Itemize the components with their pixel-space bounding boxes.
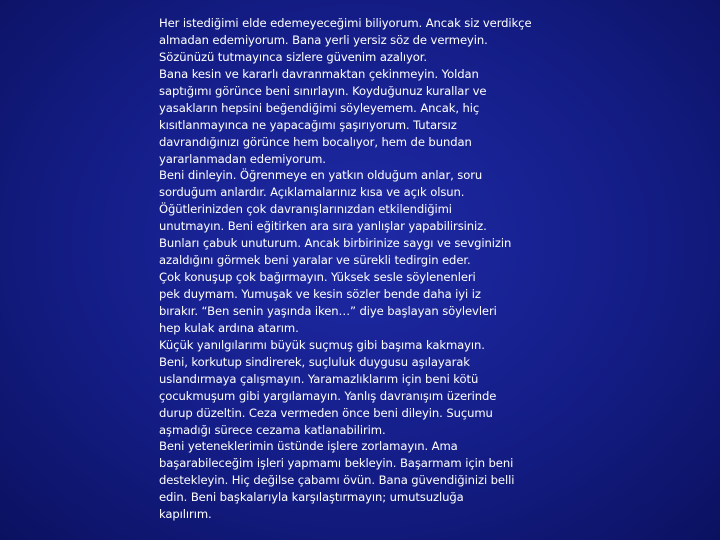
text-line: Beni, korkutup sindirerek, suçluluk duygusu aşılayarak: [159, 354, 470, 369]
text-line: Her istediğimi elde edemeyeceğimi biliyorum. Ancak siz verdikçe: [159, 16, 532, 30]
text-line: Beni dinleyin. Öğrenmeye en yatkın olduğum anlar, soru: [159, 168, 483, 183]
text-line: unutmayın. Beni eğitirken ara sıra yanlışlar yapabilirsiniz.: [159, 219, 487, 234]
text-line: durup düzeltin. Ceza vermeden önce beni dileyin. Suçumu: [159, 405, 493, 420]
text-line: destekleyin. Hiç değilse çabamı övün. Bana güvendiğinizi belli: [159, 473, 515, 488]
text-line: Bana kesin ve kararlı davranmaktan çekinmeyin. Yoldan: [159, 66, 479, 81]
text-line: başarabileceğim işleri yapmamı bekleyin. Başarmam için beni: [159, 456, 514, 471]
text-line: Küçük yanılgılarımı büyük suçmuş gibi başıma kakmayın.: [159, 337, 485, 352]
text-line: çocukmuşum gibi yargılamayın. Yanlış davranışım üzerinde: [159, 388, 497, 403]
text-line: yararlanmadan edemiyorum.: [159, 151, 326, 166]
text-line: Beni yeteneklerimin üstünde işlere zorlamayın. Ama: [159, 439, 458, 454]
text-line: almadan edemiyorum. Bana yerli yersiz söz de vermeyin.: [159, 32, 488, 47]
text-line: Bunları çabuk unuturum. Ancak birbirinize saygı ve sevginizin: [159, 236, 512, 251]
text-line: bırakır. “Ben senin yaşında iken…” diye başlayan söylevleri: [159, 303, 497, 318]
text-line: aşmadığı sürece cezama katlanabilirim.: [159, 422, 386, 437]
text-line: kapılırım.: [159, 507, 212, 522]
text-line: uslandırmaya çalışmayın. Yaramazlıklarım için beni kötü: [159, 371, 479, 386]
text-line: sorduğum anlardır. Açıklamalarınız kısa ve açık olsun.: [159, 185, 465, 200]
text-line: saptığımı görünce beni sınırlayın. Koyduğunuz kurallar ve: [159, 83, 487, 98]
text-line: edin. Beni başkalarıyla karşılaştırmayın; umutsuzluğa: [159, 490, 464, 505]
text-line: Öğütlerinizden çok davranışlarınızdan etkilendiğimi: [159, 202, 452, 217]
text-line: yasakların hepsini beğendiğimi söyleyemem. Ancak, hiç: [159, 100, 480, 115]
text-line: davrandığınızı görünce hem bocalıyor, hem de bundan: [159, 134, 472, 149]
text-line: Çok konuşup çok bağırmayın. Yüksek sesle söylenenleri: [159, 270, 476, 285]
text-line: Sözünüzü tutmayınca sizlere güvenim azalıyor.: [159, 49, 427, 64]
text-line: azaldığını görmek beni yaralar ve sürekli tedirgin eder.: [159, 253, 471, 268]
body-text: [159, 15, 579, 523]
text-line: kısıtlanmayınca ne yapacağımı şaşırıyorum. Tutarsız: [159, 117, 457, 132]
text-line: pek duymam. Yumuşak ve kesin sözler bende daha iyi iz: [159, 287, 481, 301]
text-line: hep kulak ardına atarım.: [159, 320, 299, 335]
